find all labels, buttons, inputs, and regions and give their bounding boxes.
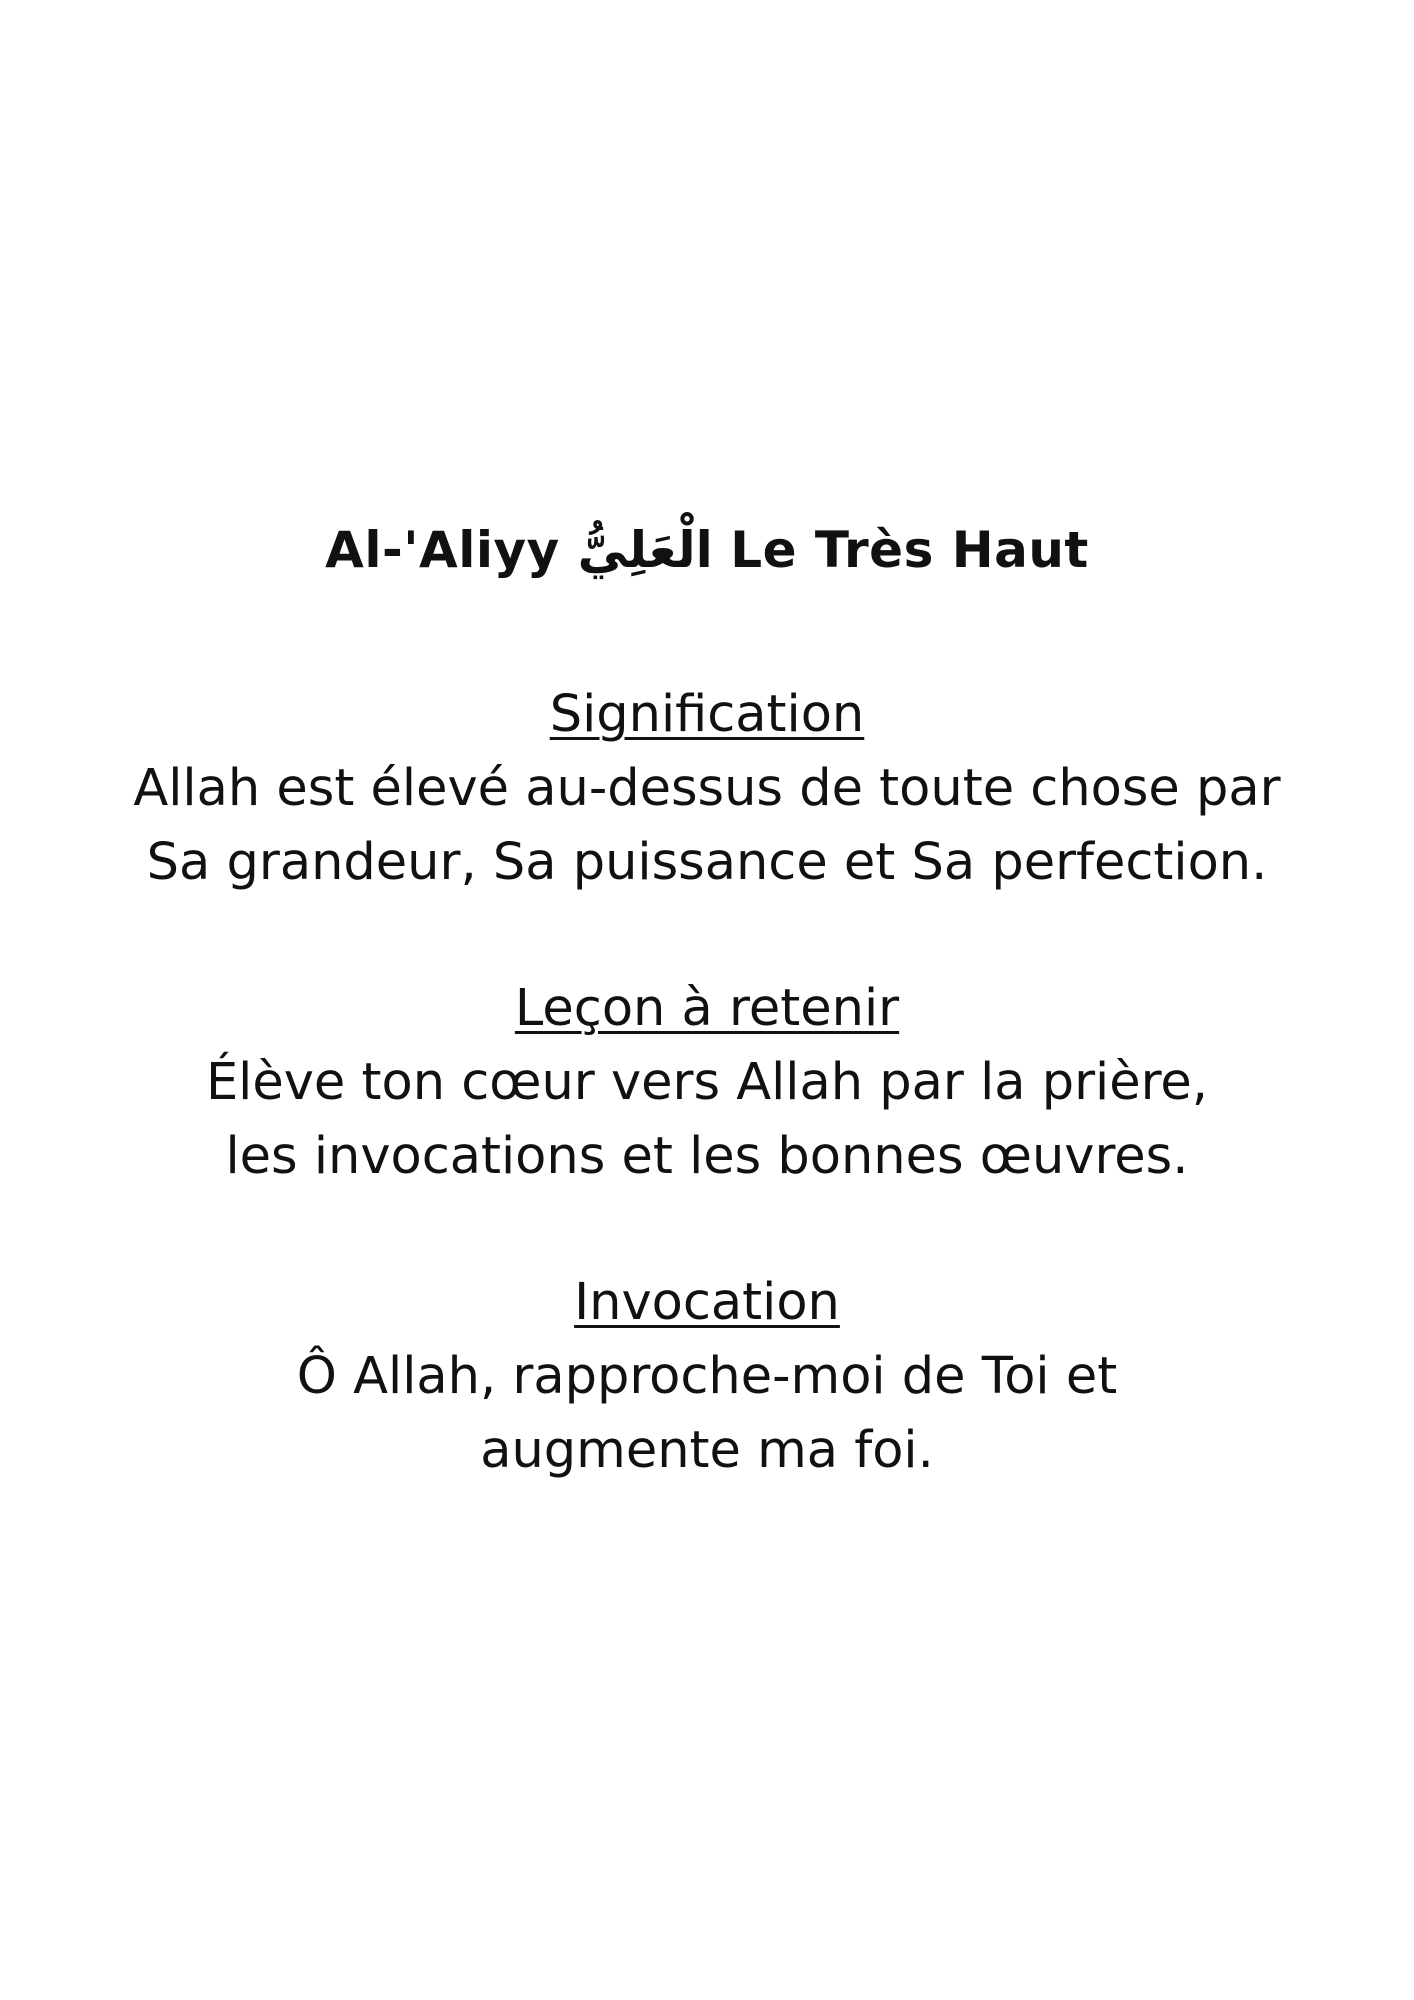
section-signification [0,678,1414,900]
section-heading-lecon: Leçon à retenir [514,979,900,1038]
page-title [0,515,1414,585]
signification-line-1: Allah est élevé au-dessus de toute chose par [133,759,1281,818]
lecon-line-1: Élève ton cœur vers Allah par la prière, [205,1053,1209,1112]
section-heading-invocation: Invocation [574,1273,840,1332]
invocation-line-2: augmente ma foi. [480,1421,934,1480]
title-latin: Al-'Aliyy [325,521,560,579]
signification-line-2: Sa grandeur, Sa puissance et Sa perfection. [146,833,1268,892]
section-invocation [0,1266,1414,1488]
section-heading-signification: Signification [549,685,865,744]
title-arabic: الْعَلِيُّ [577,521,713,579]
title-french: Le Très Haut [730,521,1089,579]
section-lecon [0,972,1414,1194]
invocation-line-1: Ô Allah, rapproche-moi de Toi et [296,1347,1118,1406]
lecon-line-2: les invocations et les bonnes œuvres. [225,1127,1189,1186]
